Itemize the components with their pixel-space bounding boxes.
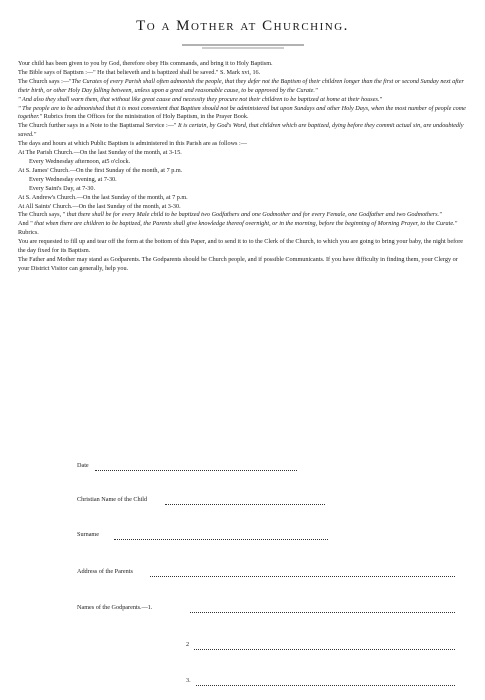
godparent-3-label: 3. [186,677,191,684]
paragraph: " And also they shall warn them, that without like great cause and necessity they procure not their children to be baptized at home at their houses." [18,95,383,103]
christian-name-field[interactable] [165,504,325,505]
godparent-3-field[interactable] [196,685,455,686]
paragraph: The Bible says of Baptism :—" He that believeth and is baptized shall be saved." S. Mark xvi, 16. [18,68,261,76]
paragraph: The Father and Mother may stand as Godparents. The Godparents should be Church people, and if possible Communicants. If you have difficulty in finding them, your Clergy or your District Visitor can generally, help you. [18,255,458,272]
godparent-1-field[interactable] [190,612,455,613]
church-schedule: At S. James' Church.—On the first Sunday of the month, at 7 p.m. [18,166,183,174]
paragraph: Your child has been given to you by God, therefore obey His commands, and bring it to Holy Baptism. [18,60,273,67]
paragraph: You are requested to fill up and tear off the form at the bottom of this Paper, and to send it to to the Clerk of the Church, to which you are going to bring your baby, the night before the day fixed for its Baptism. [18,238,464,255]
paragraph: And " that when there are children to be baptized, the Parents shall give knowledge thereof overnight, or in the morning, before the beginning of Morning Prayer, to the Curate." Rubrics. [18,220,458,237]
church-schedule: At All Saints' Church.—On the last Sunday of the month, at 3-30. [18,202,181,210]
paragraph: " The people are to be admonished that it is most convenient that Baptism should not be administered but upon Sundays and other Holy Days, when the most number of people come together." Rubrics from the Offices for the ministration of Holy Baptism, in the Prayer Book. [18,104,466,121]
paragraph: The days and hours at which Public Baptism is administered in this Parish are as follows :— [18,140,247,148]
date-field[interactable] [95,470,297,471]
church-schedule: At The Parish Church.—On the last Sunday of the month, at 3-15. [18,149,182,157]
church-schedule: Every Saint's Day, at 7-30. [29,184,96,192]
address-label: Address of the Parents [77,568,133,575]
surname-label: Surname [77,531,99,538]
paragraph: The Church says :—"The Curates of every Parish shall often admonish the people, that they defer not the Baptism of their children longer than the first or second Sunday next after their birth, or other Holy Day falling between, unless upon a great and reasonable cause, to be approved by the Curate." [18,77,464,94]
church-schedule: At S. Andrew's Church.—On the last Sunday of the month, at 7 p.m. [18,193,188,201]
godparent-2-label: 2 [186,641,190,648]
paragraph: The Church further says in a Note to the Baptismal Service :—" It is certain, by God's Word, that children which are baptized, dying before they commit actual sin, are undoubtedly saved." [18,122,464,139]
paragraph: The Church says, " that there shall be for every Male child to be baptized two Godfathers and one Godmother and for every Female, one Godfather and two Godmothers." [18,211,442,219]
church-schedule: Every Wednesday evening, at 7-30. [29,175,117,183]
christian-name-label: Christian Name of the Child [77,496,148,503]
surname-field[interactable] [114,539,328,540]
church-schedule: Every Wednesday afternoon, at5 o'clock. [29,157,131,165]
date-label: Date [77,462,89,469]
godparents-label: Names of the Godparents.—1. [77,604,153,611]
godparent-2-field[interactable] [194,649,455,650]
address-field[interactable] [150,576,455,577]
document-title: To a Mother at Churching. [136,18,349,34]
